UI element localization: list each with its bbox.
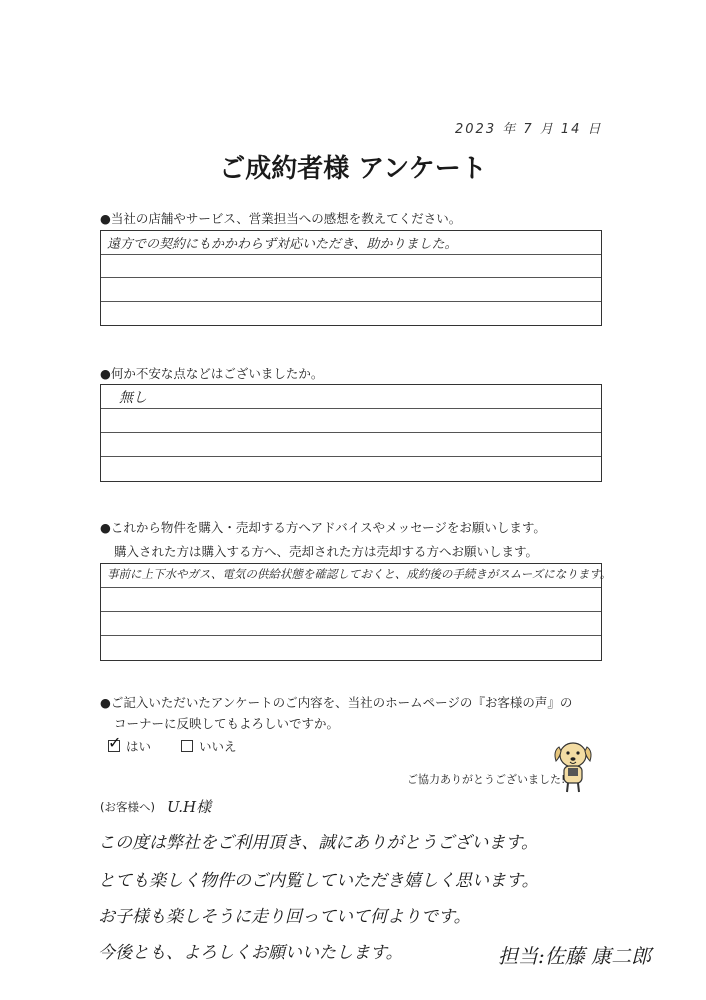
answer-line	[101, 564, 612, 588]
checkmark-icon: ✓	[108, 733, 122, 752]
answer-line	[101, 409, 601, 433]
thanks-message: ご協力ありがとうございました!	[407, 773, 566, 786]
consent-question-line1: ●ご記入いただいたアンケートのご内容を、当社のホームページの『お客様の声』の	[100, 695, 573, 710]
consent-yes-label: はい	[125, 739, 151, 754]
answer-box-2	[100, 384, 602, 482]
answer-line	[101, 231, 601, 255]
consent-no-label: いいえ	[198, 739, 237, 754]
answer-3-text: 事前に上下水やガス、電気の供給状態を確認しておくと、成約後の手続きがスムーズになります。	[107, 567, 612, 581]
customer-name: U.H様	[167, 798, 212, 816]
survey-date: 2023 年 7 月 14 日	[455, 122, 603, 137]
consent-options	[108, 733, 237, 755]
message-line: 今後とも、よろしくお願いいたします。	[98, 943, 403, 963]
consent-question-line2: コーナーに反映してもよろしいですか。	[114, 716, 340, 731]
consent-no-checkbox[interactable]	[181, 740, 193, 752]
customer-label: (お客様へ)	[100, 800, 155, 814]
answer-line	[101, 302, 601, 326]
question-1-label: ●当社の店舗やサービス、営業担当への感想を教えてください。	[100, 211, 462, 226]
answer-line	[101, 636, 601, 660]
answer-line	[101, 457, 601, 481]
answer-box-3	[100, 563, 612, 661]
answer-line	[101, 588, 601, 612]
answer-line	[101, 612, 601, 636]
answer-box-1	[100, 230, 602, 326]
answer-2-text: 無し	[119, 390, 147, 406]
question-3-sublabel: 購入された方は購入する方へ、売却された方は売却する方へお願いします。	[114, 544, 539, 559]
answer-line	[101, 278, 601, 302]
message-line: この度は弊社をご利用頂き、誠にありがとうございます。	[98, 833, 538, 853]
answer-line	[101, 433, 601, 457]
answer-line	[101, 255, 601, 279]
answer-line	[101, 385, 601, 409]
page-title: ご成約者様 アンケート	[219, 154, 487, 184]
staff-signature: 担当:佐藤 康二郎	[498, 944, 652, 968]
question-2-label: ●何か不安な点などはございましたか。	[100, 366, 324, 381]
message-line: とても楽しく物件のご内覧していただき嬉しく思います。	[98, 871, 539, 891]
answer-1-text: 遠方での契約にもかかわらず対応いただき、助かりました。	[107, 237, 458, 252]
consent-yes-checkbox[interactable]	[108, 733, 122, 752]
message-line: お子様も楽しそうに走り回っていて何よりです。	[98, 907, 471, 927]
question-3-label: ●これから物件を購入・売却する方へアドバイスやメッセージをお願いします。	[100, 520, 546, 535]
